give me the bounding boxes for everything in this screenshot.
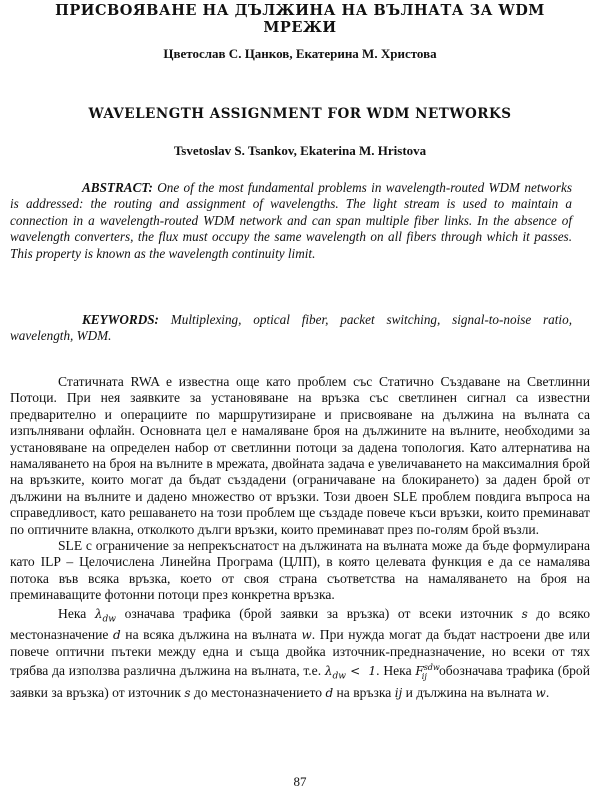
- para3-text: означава трафика (брой заявки за връзка) от всеки източник: [115, 605, 522, 621]
- title-english: WAVELENGTH ASSIGNMENT FOR WDM NETWORKS: [88, 106, 512, 122]
- authors-bulgarian: Цветослав С. Цанков, Екатерина М. Христова: [163, 46, 437, 61]
- math-s: s: [184, 686, 191, 701]
- body-text: [10, 374, 590, 702]
- para3-text: Нека: [58, 605, 95, 621]
- para3-text: до местоназначението: [190, 685, 326, 701]
- math-inequality: $\lambda_{dw} < 1$: [324, 664, 377, 682]
- math-lambda-dw: $\lambda_{dw}$: [94, 606, 116, 625]
- para3-text: .: [545, 685, 550, 701]
- paragraph-1: Статичната RWA е известна още като проблем със Статично Създаване на Светлинни Потоци. При нея заявките за установяване на връзка със светлинен сигнал са известни предварително и операциите по маршрутизиране и присвояване на дължина на вълната са изпълнявани офлайн. Основната цел е намаляване броя на дължините на вълните, необходими за установяване на определен набор от светлинни потоци за дадена топология. Като алтернатива на намаляването на броя на вълните в мрежата, двойната задача е увеличаването на максималния брой на връзките, които могат да бъдат създадени (ограничаване на блокирането) за даден брой от дължини на вълните и дадено множество от връзки. Този двоен SLE проблем повдига въпроса на справедливост, като решаването на този проблем ще създаде повече къси връзки, които преминават по оптичните влакна, отколкото дълги връзки, които преминават през по-голям брой възли.: [10, 374, 590, 537]
- para3-text: . При нужда могат да бъдат настроени две или повече оптични пътеки между една и съща двойка източник-предназначение, но всеки от тях трябва да използва различна дължина на вълната, т.е.: [10, 627, 590, 679]
- math-w: w: [535, 686, 546, 701]
- keywords-text: Multiplexing, optical fiber, packet switching, signal-to-noise ratio, wavelength, WDM.: [10, 312, 572, 344]
- math-F-ij-sdw: $F^{sdw}_{ij}$: [415, 663, 440, 681]
- keywords: [10, 312, 572, 345]
- math-s: s: [521, 606, 528, 621]
- abstract-label: ABSTRACT:: [82, 180, 153, 195]
- para3-text: на всяка дължина на вълната: [120, 627, 302, 643]
- abstract-text: One of the most fundamental problems in wavelength-routed WDM networks is addressed: the routing and assignment of wavelengths. The light stream is used to maintain a connection in a wavelength-routed WDM network and can span multiple fiber links. In the absence of wavelength converters, the flux must occupy the same wavelength on all fibers through which it passes. This property is known as the wavelength continuity limit.: [10, 180, 573, 261]
- para3-text: до всяко местоназначение: [10, 605, 590, 643]
- authors-english: Tsvetoslav S. Tsankov, Ekaterina M. Hristova: [173, 143, 427, 158]
- page-number: 87: [293, 774, 307, 789]
- keywords-label: KEYWORDS:: [82, 312, 159, 327]
- math-d: d: [325, 686, 334, 701]
- para3-text: на връзка: [333, 685, 395, 701]
- title-bulgarian: ПРИСВОЯВАНЕ НА ДЪЛЖИНА НА ВЪЛНАТА ЗА WDM МРЕЖИ: [55, 2, 545, 36]
- paragraph-2: SLE с ограничение за непрекъснатост на дължината на вълната може да бъде формулирана като ILP – Целочислена Линейна Програма (ЦЛП), в която целевата функция е да се намалява потока във всяка връзка, което от своя страна съответства на намаляването на броя на преминаващите фотонни потоци през конкретна връзка.: [10, 538, 590, 603]
- math-w: w: [301, 628, 312, 643]
- paragraph-3: [10, 606, 590, 702]
- para3-text: и дължина на вълната: [402, 685, 536, 701]
- para3-text: . Нека: [376, 663, 416, 679]
- para3-text: обозначава трафика (брой заявки за връзка) от източник: [10, 663, 591, 701]
- math-ij: ij: [394, 686, 403, 701]
- math-d: d: [113, 628, 121, 643]
- abstract: [10, 180, 572, 262]
